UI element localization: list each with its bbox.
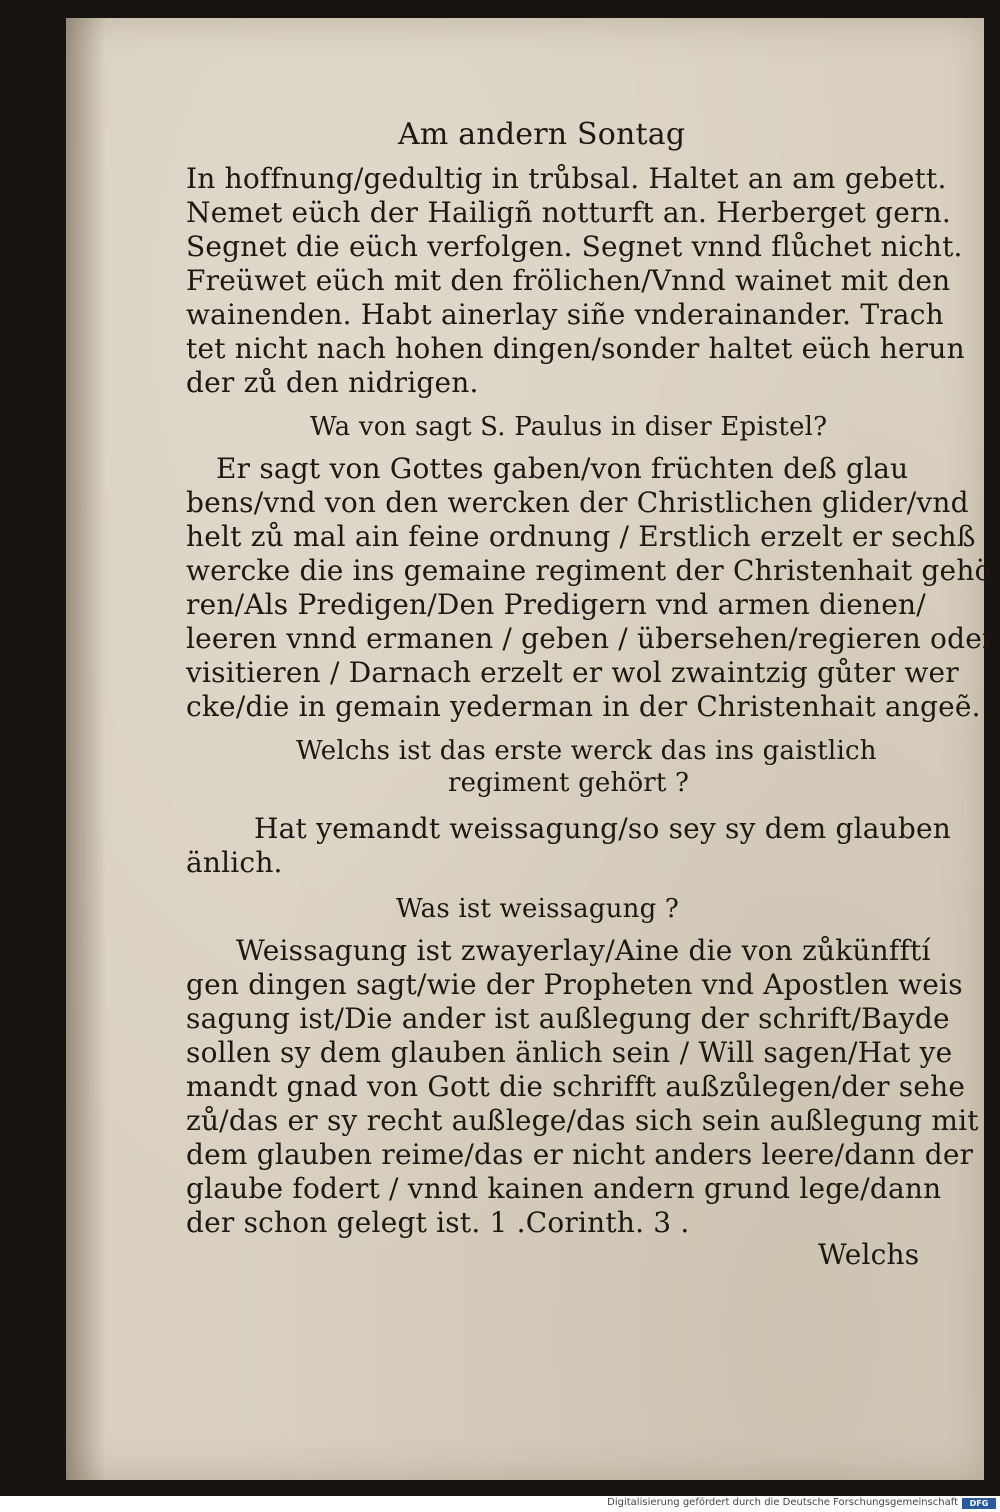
question-heading: Was ist weissagung ? <box>396 894 680 924</box>
question-heading: regiment gehört ? <box>448 768 690 798</box>
question-heading: Welchs ist das erste werck das ins gaistlich <box>296 736 877 766</box>
answer-line: ren/Als Predigen/Den Predigern vnd armen dienen/ <box>186 588 926 621</box>
body-line: tet nicht nach hohen dingen/sonder haltet eüch herun <box>186 332 965 365</box>
answer-line: glaube fodert / vnnd kainen andern grund lege/dann <box>186 1172 942 1205</box>
body-line: In hoffnung/gedultig in trůbsal. Haltet an am gebett. <box>186 162 947 195</box>
answer-line: wercke die ins gemaine regiment der Christenhait gehö <box>186 554 992 587</box>
funding-credit: Digitalisierung gefördert durch die Deutsche Forschungsgemeinschaft <box>607 1497 958 1508</box>
page-gutter-shadow <box>66 18 106 1480</box>
answer-line: dem glauben reime/das er nicht anders leere/dann der <box>186 1138 974 1171</box>
answer-line: zů/das er sy recht außlege/das sich sein außlegung mit <box>186 1104 979 1137</box>
body-line: Nemet eüch der Hailigñ notturft an. Herberget gern. <box>186 196 951 229</box>
answer-line: sagung ist/Die ander ist außlegung der schrift/Bayde <box>186 1002 950 1035</box>
body-line: wainenden. Habt ainerlay siñe vnderainander. Trach <box>186 298 944 331</box>
answer-line: der schon gelegt ist. 1 .Corinth. 3 . <box>186 1206 690 1239</box>
question-heading: Wa von sagt S. Paulus in diser Epistel? <box>310 412 828 442</box>
body-line: der zů den nidrigen. <box>186 366 479 399</box>
catchword: Welchs <box>818 1238 920 1271</box>
answer-line: leeren vnnd ermanen / geben / übersehen/regieren oder <box>186 622 996 655</box>
answer-line: cke/die in gemain yederman in der Christenhait angeẽ. <box>186 690 981 723</box>
answer-line: bens/vnd von den wercken der Christlichen glider/vnd <box>186 486 969 519</box>
answer-line: Hat yemandt weissagung/so sey sy dem glauben <box>254 812 952 845</box>
answer-line: Weissagung ist zwayerlay/Aine die von zůkünfftí <box>236 934 931 967</box>
answer-line: visitieren / Darnach erzelt er wol zwaintzig gůter wer <box>186 656 959 689</box>
answer-line: mandt gnad von Gott die schrifft außzůlegen/der sehe <box>186 1070 966 1103</box>
answer-line: helt zů mal ain feine ordnung / Erstlich erzelt er sechß <box>186 520 976 553</box>
body-line: Segnet die eüch verfolgen. Segnet vnnd flůchet nicht. <box>186 230 963 263</box>
answer-line: Er sagt von Gottes gaben/von früchten deß glau <box>216 452 909 485</box>
running-header: Am andern Sontag <box>398 117 686 152</box>
body-line: Freüwet eüch mit den frölichen/Vnnd wainet mit den <box>186 264 951 297</box>
answer-line: änlich. <box>186 846 283 879</box>
answer-line: sollen sy dem glauben änlich sein / Will sagen/Hat ye <box>186 1036 953 1069</box>
answer-line: gen dingen sagt/wie der Propheten vnd Apostlen weis <box>186 968 963 1001</box>
dfg-logo: DFG <box>962 1498 996 1509</box>
